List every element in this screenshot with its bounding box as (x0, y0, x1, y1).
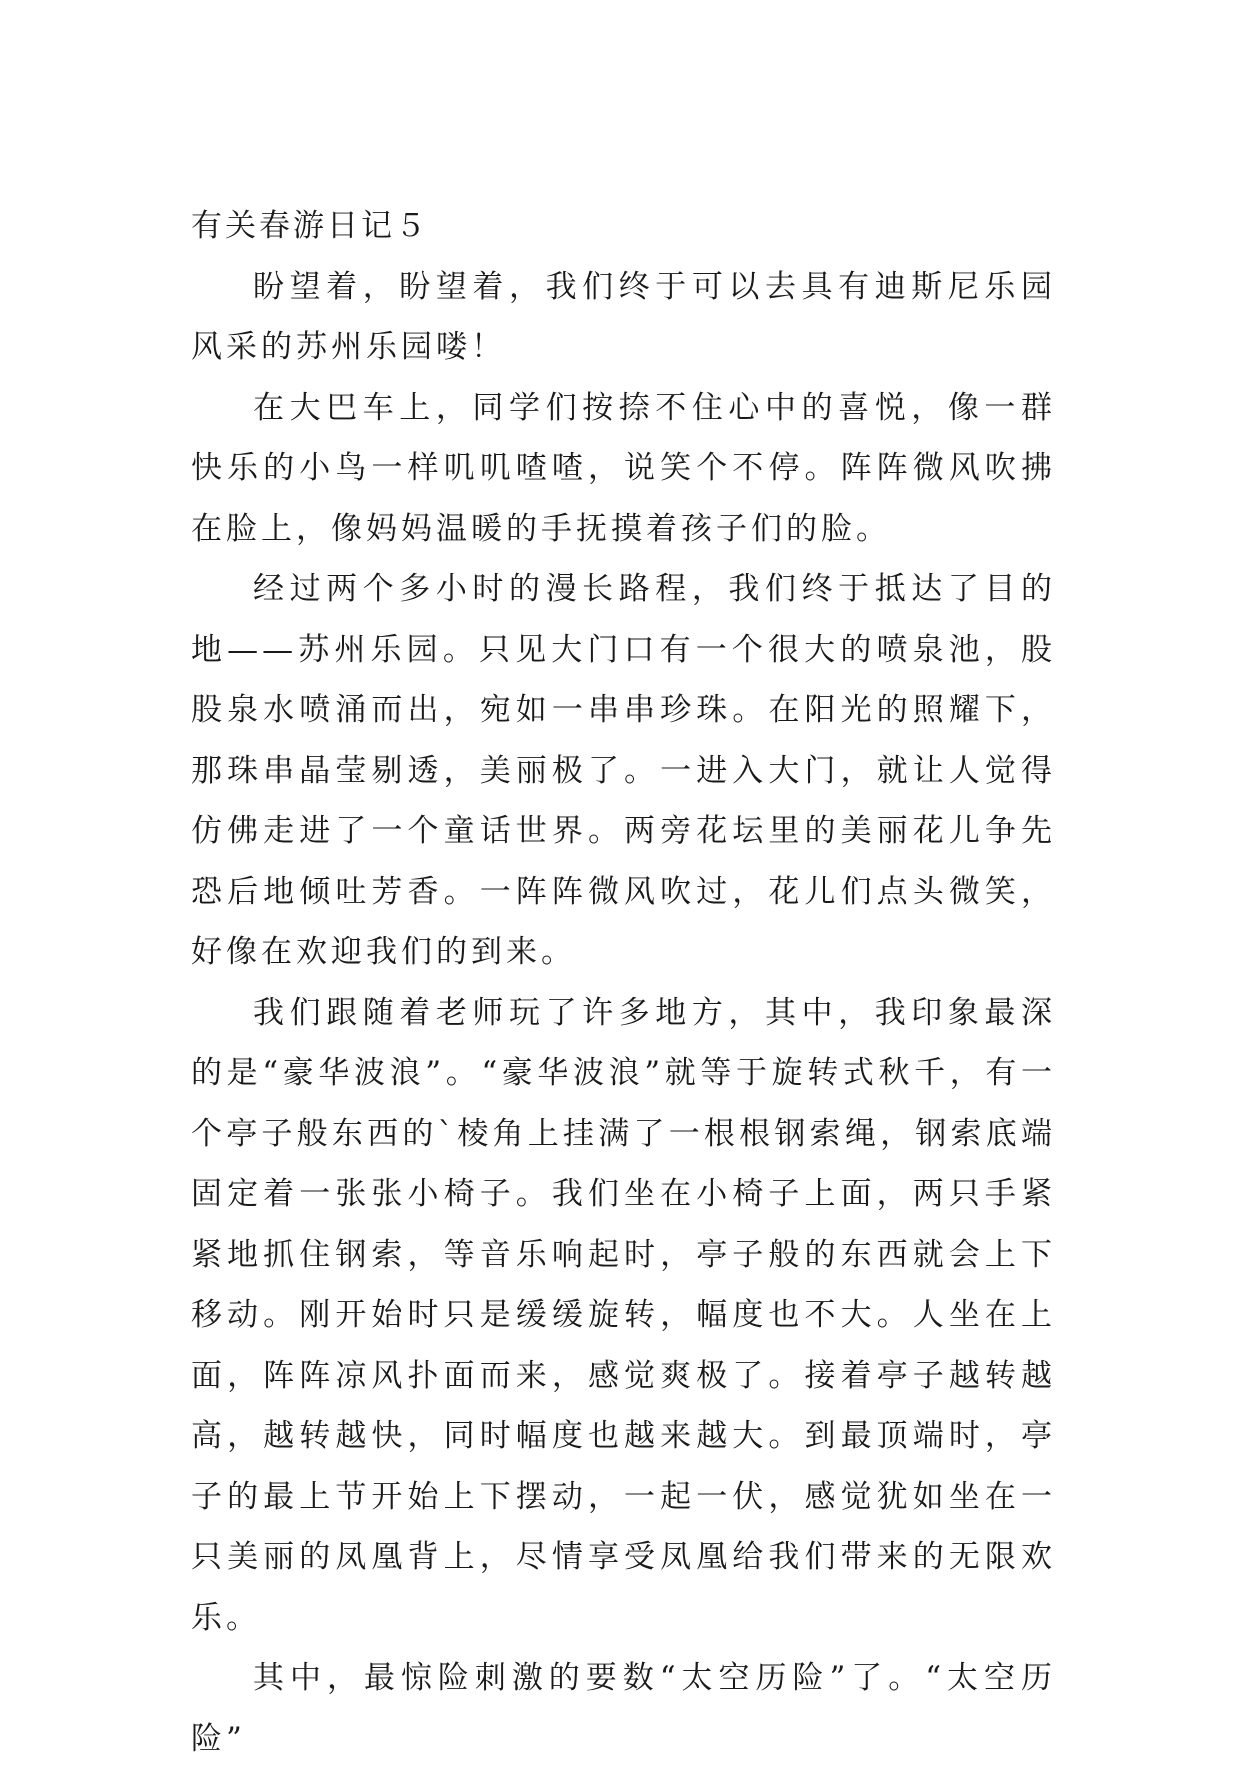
paragraph-5: 其中，最惊险刺激的要数“太空历险”了。“太空历险” (191, 1660, 1056, 1757)
document-page (191, 196, 1056, 1769)
paragraph-1: 盼望着，盼望着，我们终于可以去具有迪斯尼乐园风采的苏州乐园喽！ (191, 268, 1056, 365)
paragraph-3: 经过两个多小时的漫长路程，我们终于抵达了目的地——苏州乐园。只见大门口有一个很大的喷泉池，股股泉水喷涌而出，宛如一串串珍珠。在阳光的照耀下，那珠串晶莹剔透，美丽极了。一进入大门，就让人觉得仿佛走进了一个童话世界。两旁花坛里的美丽花儿争先恐后地倾吐芳香。一阵阵微风吹过，花儿们点头微笑，好像在欢迎我们的到来。 (191, 571, 1056, 970)
document-title: 有关春游日记５ (191, 208, 429, 244)
paragraph-2: 在大巴车上，同学们按捺不住心中的喜悦，像一群快乐的小鸟一样叽叽喳喳，说笑个不停。阵阵微风吹拂在脸上，像妈妈温暖的手抚摸着孩子们的脸。 (191, 389, 1056, 547)
paragraph-4: 我们跟随着老师玩了许多地方，其中，我印象最深的是“豪华波浪”。“豪华波浪”就等于旋转式秋千，有一个亭子般东西的`棱角上挂满了一根根钢索绳，钢索底端固定着一张张小椅子。我们坐在小椅子上面，两只手紧紧地抓住钢索，等音乐响起时，亭子般的东西就会上下移动。刚开始时只是缓缓旋转，幅度也不大。人坐在上面，阵阵凉风扑面而来，感觉爽极了。接着亭子越转越高，越转越快，同时幅度也越来越大。到最顶端时，亭子的最上节开始上下摆动，一起一伏，感觉犹如坐在一只美丽的凤凰背上，尽情享受凤凰给我们带来的无限欢乐。 (191, 994, 1056, 1636)
